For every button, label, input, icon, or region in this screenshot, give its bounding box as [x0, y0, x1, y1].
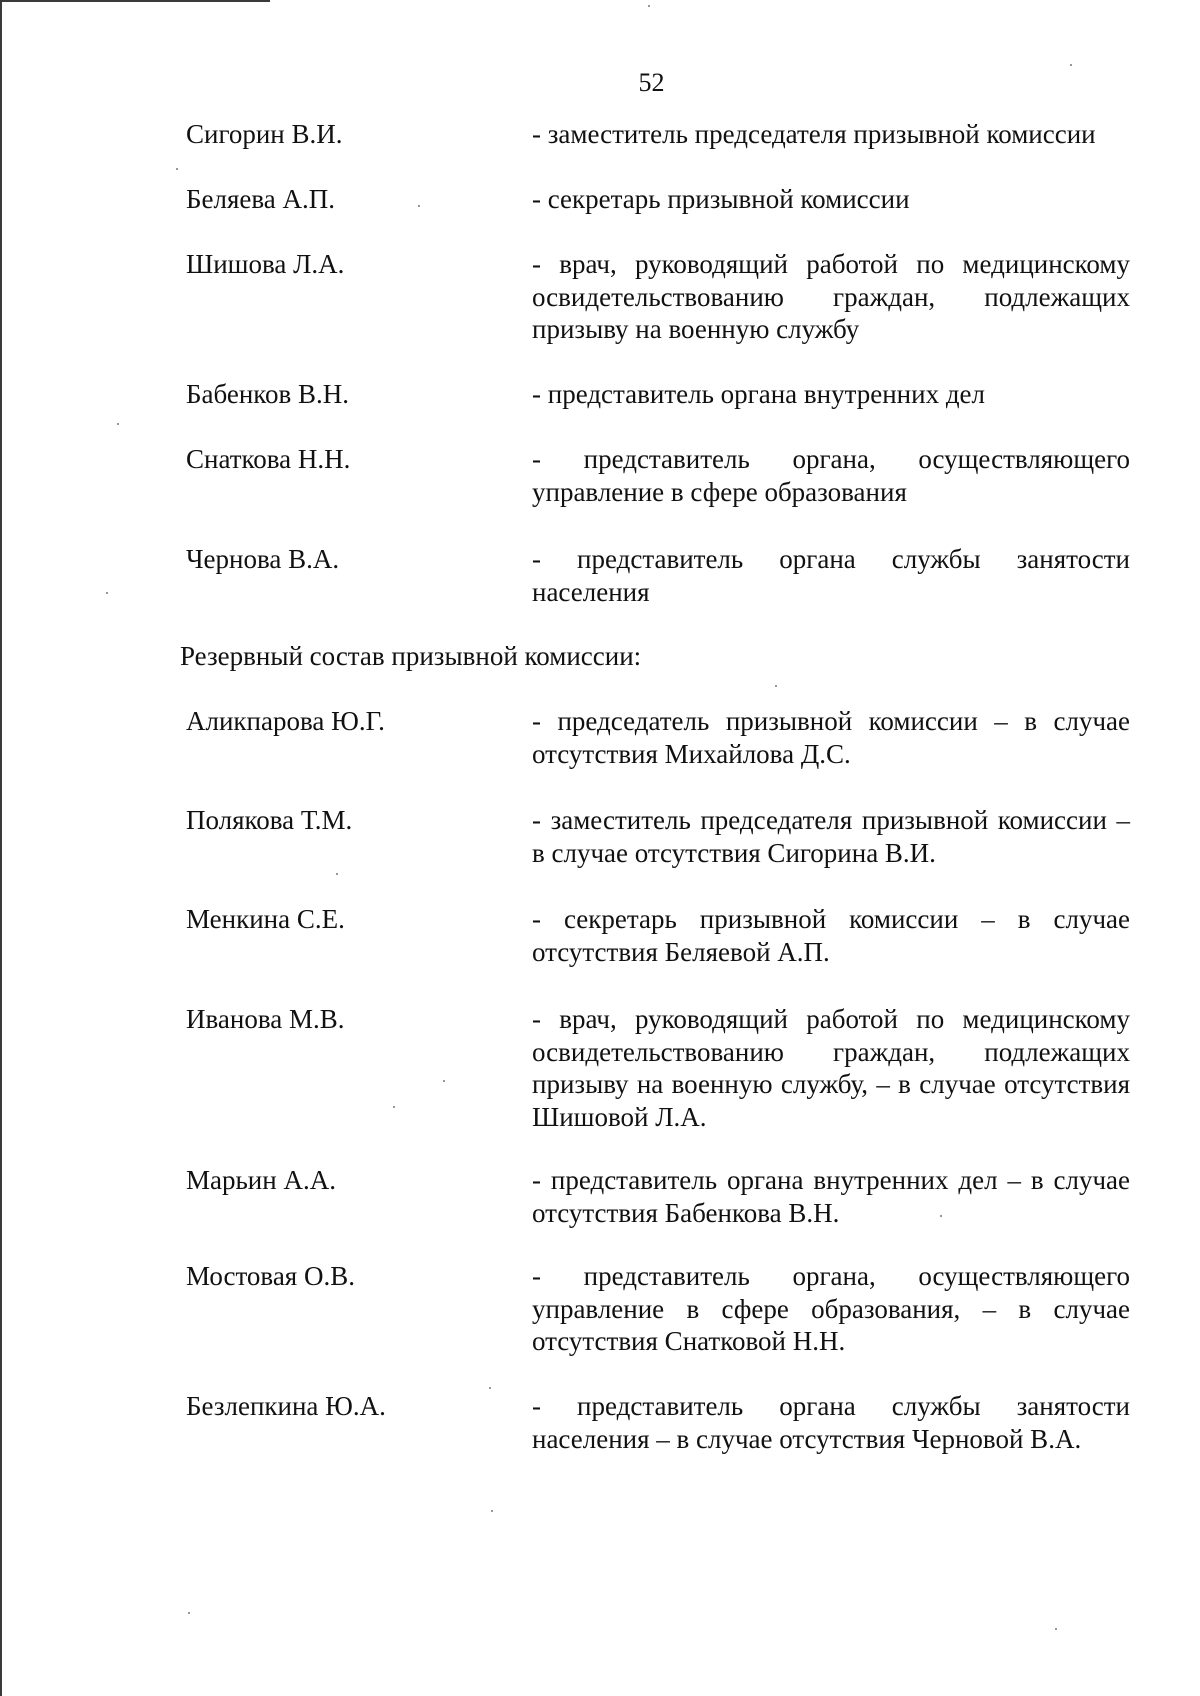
scan-speck: [106, 592, 108, 594]
scan-speck: [775, 685, 777, 687]
member-name: Шишова Л.А.: [186, 249, 345, 279]
scan-speck: [489, 1387, 491, 1389]
member-role: - секретарь призывной комиссии: [532, 184, 910, 214]
member-name: Мостовая О.В.: [186, 1261, 355, 1291]
scan-speck: [940, 1215, 942, 1217]
member-role: - представитель органа, осуществляющего управление в сфере образования, – в случае отсутствия Снатковой Н.Н.: [532, 1261, 1130, 1356]
scan-speck: [418, 205, 420, 207]
page-number: 52: [638, 68, 665, 97]
member-name: Менкина С.Е.: [186, 904, 345, 934]
scan-speck: [1070, 64, 1072, 66]
member-name: Аликпарова Ю.Г.: [186, 706, 385, 736]
member-name: Марьин А.А.: [186, 1165, 336, 1195]
scan-speck: [1055, 1628, 1057, 1630]
member-name: Сигорин В.И.: [186, 119, 343, 149]
member-role: - заместитель председателя призывной комиссии: [532, 119, 1096, 149]
member-role: - секретарь призывной комиссии – в случае отсутствия Беляевой А.П.: [532, 904, 1130, 967]
member-name: Снаткова Н.Н.: [186, 444, 351, 474]
member-name: Беляева А.П.: [186, 184, 335, 214]
scan-speck: [188, 1612, 190, 1614]
member-role: - представитель органа внутренних дел: [532, 379, 986, 409]
scan-speck: [176, 168, 178, 170]
member-name: Чернова В.А.: [186, 544, 340, 574]
member-name: Иванова М.В.: [186, 1004, 345, 1034]
member-role: - заместитель председателя призывной комиссии – в случае отсутствия Сигорина В.И.: [532, 805, 1130, 868]
member-name: Полякова Т.М.: [186, 805, 353, 835]
scan-speck: [117, 423, 119, 425]
member-role: - врач, руководящий работой по медицинскому освидетельствованию граждан, подлежащих призыву на военную службу: [532, 249, 1130, 344]
reserve-heading: Резервный состав призывной комиссии:: [180, 641, 642, 671]
member-role: - врач, руководящий работой по медицинскому освидетельствованию граждан, подлежащих призыву на военную службу, – в случае отсутствия Шишовой Л.А.: [532, 1004, 1130, 1132]
scan-speck: [336, 873, 338, 875]
member-role: - представитель органа, осуществляющего управление в сфере образования: [532, 444, 1130, 507]
scan-speck: [443, 1080, 445, 1082]
scan-speck: [393, 1106, 395, 1108]
member-role: - представитель органа внутренних дел – в случае отсутствия Бабенкова В.Н.: [532, 1165, 1130, 1228]
member-role: - председатель призывной комиссии – в случае отсутствия Михайлова Д.С.: [532, 706, 1130, 769]
scan-speck: [491, 1510, 493, 1512]
member-role: - представитель органа службы занятости населения: [532, 544, 1130, 607]
scan-speck: [648, 5, 650, 7]
member-name: Бабенков В.Н.: [186, 379, 350, 409]
member-role: - представитель органа службы занятости населения – в случае отсутствия Черновой В.А.: [532, 1391, 1130, 1454]
member-name: Безлепкина Ю.А.: [186, 1391, 386, 1421]
